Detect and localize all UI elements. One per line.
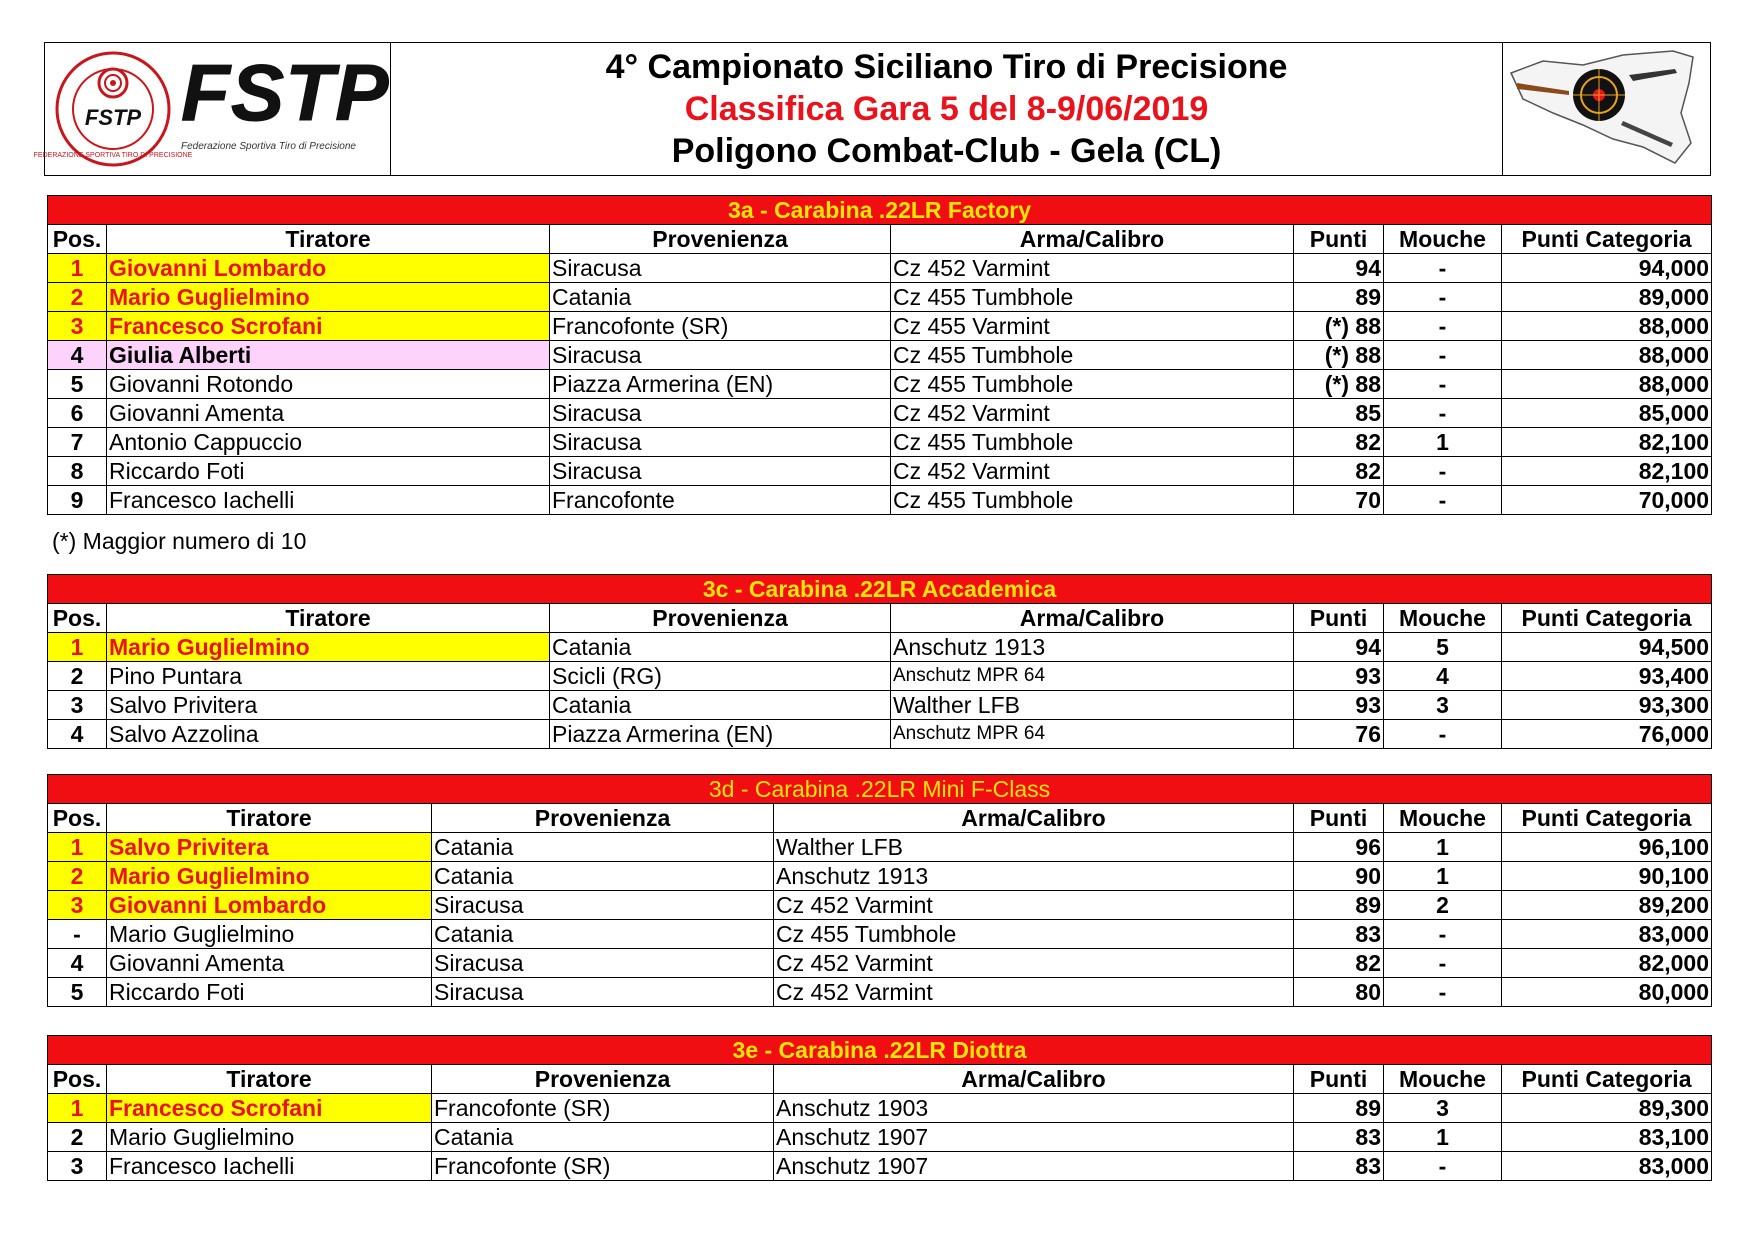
page-header [33,42,1711,176]
col-points: Punti [1294,1065,1384,1094]
cell-pos: 4 [48,341,107,370]
cell-weapon: Cz 455 Tumbhole [891,428,1294,457]
cell-weapon: Cz 452 Varmint [774,891,1294,920]
cell-origin: Francofonte (SR) [432,1094,774,1123]
cell-shooter: Giovanni Amenta [107,949,432,978]
cell-category-points: 94,500 [1502,633,1712,662]
cell-origin: Siracusa [550,457,891,486]
cell-weapon: Cz 452 Varmint [774,978,1294,1007]
cell-pos: 2 [48,283,107,312]
cell-weapon: Anschutz 1907 [774,1152,1294,1181]
cell-origin: Catania [432,1123,774,1152]
cell-origin: Siracusa [432,891,774,920]
cell-mouche: - [1384,370,1502,399]
cell-weapon: Anschutz 1913 [891,633,1294,662]
cell-weapon: Anschutz 1913 [774,862,1294,891]
sicily-map-icon [1503,43,1703,171]
cell-origin: Siracusa [550,428,891,457]
cell-weapon: Anschutz MPR 64 [891,662,1294,691]
cell-category-points: 96,100 [1502,833,1712,862]
cell-mouche: - [1384,341,1502,370]
cell-mouche: 1 [1384,833,1502,862]
cell-origin: Catania [432,833,774,862]
cell-pos: 8 [48,457,107,486]
cell-pos: 4 [48,720,107,749]
cell-pos: 6 [48,399,107,428]
table-row [48,254,1712,283]
cell-origin: Siracusa [550,341,891,370]
col-pos: Pos. [48,1065,107,1094]
cell-category-points: 89,000 [1502,283,1712,312]
cell-weapon: Anschutz MPR 64 [891,720,1294,749]
table-row [48,662,1712,691]
col-category-points: Punti Categoria [1502,604,1712,633]
cell-shooter: Riccardo Foti [107,978,432,1007]
cell-pos: 4 [48,949,107,978]
cell-points: 83 [1294,1152,1384,1181]
logo-caption: Federazione Sportiva Tiro di Precisione [181,141,356,152]
cell-category-points: 82,100 [1502,428,1712,457]
sicily-map-logo [1502,43,1710,175]
cell-mouche: - [1384,978,1502,1007]
cell-pos: 1 [48,254,107,283]
cell-origin: Catania [432,862,774,891]
cell-weapon: Cz 455 Tumbhole [891,370,1294,399]
table-row [48,341,1712,370]
cell-points: 90 [1294,862,1384,891]
cell-points: 93 [1294,691,1384,720]
category-title: 3d - Carabina .22LR Mini F-Class [48,775,1712,804]
cell-points: (*) 88 [1294,341,1384,370]
col-points: Punti [1294,225,1384,254]
category-header [48,1036,1712,1065]
cell-points: 89 [1294,1094,1384,1123]
cell-origin: Piazza Armerina (EN) [550,370,891,399]
table-row [48,312,1712,341]
col-points: Punti [1294,804,1384,833]
cell-category-points: 83,000 [1502,920,1712,949]
col-origin: Provenienza [550,604,891,633]
federation-seal-icon [33,49,193,169]
cell-category-points: 85,000 [1502,399,1712,428]
cell-weapon: Anschutz 1903 [774,1094,1294,1123]
seal-ring-text: FEDERAZIONE SPORTIVA TIRO DI PRECISIONE [33,152,193,159]
cell-shooter: Antonio Cappuccio [107,428,550,457]
col-weapon: Arma/Calibro [891,604,1294,633]
table-row [48,691,1712,720]
category-header [48,775,1712,804]
cell-shooter: Mario Guglielmino [107,633,550,662]
cell-points: 94 [1294,254,1384,283]
cell-mouche: 1 [1384,862,1502,891]
cell-origin: Scicli (RG) [550,662,891,691]
cell-category-points: 88,000 [1502,312,1712,341]
cell-origin: Siracusa [432,949,774,978]
cell-mouche: - [1384,720,1502,749]
cell-pos: 1 [48,833,107,862]
table-3d-mini-f-class [47,774,1712,1007]
cell-points: 89 [1294,891,1384,920]
cell-category-points: 89,300 [1502,1094,1712,1123]
column-header-row [48,604,1712,633]
cell-weapon: Cz 455 Varmint [891,312,1294,341]
col-points: Punti [1294,604,1384,633]
cell-mouche: - [1384,283,1502,312]
cell-weapon: Cz 452 Varmint [774,949,1294,978]
cell-pos: 2 [48,862,107,891]
cell-pos: 2 [48,662,107,691]
cell-points: 85 [1294,399,1384,428]
col-shooter: Tiratore [107,604,550,633]
cell-origin: Francofonte (SR) [432,1152,774,1181]
cell-points: 82 [1294,457,1384,486]
cell-pos: 3 [48,1152,107,1181]
table-row [48,1094,1712,1123]
cell-shooter: Giovanni Amenta [107,399,550,428]
venue-title: Poligono Combat-Club - Gela (CL) [671,132,1222,170]
cell-mouche: - [1384,486,1502,515]
cell-origin: Francofonte (SR) [550,312,891,341]
cell-mouche: - [1384,457,1502,486]
cell-points: 96 [1294,833,1384,862]
cell-weapon: Cz 455 Tumbhole [891,341,1294,370]
cell-shooter: Francesco Scrofani [107,1094,432,1123]
cell-shooter: Salvo Privitera [107,833,432,862]
page-title: 4° Campionato Siciliano Tiro di Precisione [605,48,1288,86]
cell-points: 82 [1294,949,1384,978]
col-pos: Pos. [48,804,107,833]
cell-mouche: - [1384,254,1502,283]
cell-weapon: Cz 455 Tumbhole [774,920,1294,949]
cell-points: 76 [1294,720,1384,749]
cell-mouche: - [1384,312,1502,341]
cell-category-points: 88,000 [1502,370,1712,399]
cell-category-points: 94,000 [1502,254,1712,283]
cell-mouche: 4 [1384,662,1502,691]
cell-shooter: Mario Guglielmino [107,283,550,312]
seal-word: FSTP [84,105,142,130]
col-origin: Provenienza [432,1065,774,1094]
cell-category-points: 93,300 [1502,691,1712,720]
cell-weapon: Cz 455 Tumbhole [891,283,1294,312]
page-subtitle: Classifica Gara 5 del 8-9/06/2019 [684,90,1209,128]
cell-shooter: Mario Guglielmino [107,1123,432,1152]
cell-pos: 5 [48,370,107,399]
cell-pos: 9 [48,486,107,515]
col-mouche: Mouche [1384,225,1502,254]
column-header-row [48,225,1712,254]
cell-origin: Siracusa [550,399,891,428]
category-title: 3e - Carabina .22LR Diottra [48,1036,1712,1065]
cell-origin: Siracusa [432,978,774,1007]
cell-mouche: 1 [1384,428,1502,457]
table-row [48,720,1712,749]
cell-shooter: Pino Puntara [107,662,550,691]
cell-points: 93 [1294,662,1384,691]
cell-pos: 2 [48,1123,107,1152]
cell-weapon: Cz 452 Varmint [891,254,1294,283]
col-category-points: Punti Categoria [1502,1065,1712,1094]
col-weapon: Arma/Calibro [774,804,1294,833]
col-category-points: Punti Categoria [1502,225,1712,254]
table-row [48,920,1712,949]
cell-origin: Catania [550,283,891,312]
col-mouche: Mouche [1384,1065,1502,1094]
col-origin: Provenienza [550,225,891,254]
table-row [48,1152,1712,1181]
col-mouche: Mouche [1384,604,1502,633]
cell-shooter: Mario Guglielmino [107,862,432,891]
category-header [48,196,1712,225]
cell-weapon: Cz 452 Varmint [891,457,1294,486]
cell-origin: Catania [432,920,774,949]
col-weapon: Arma/Calibro [891,225,1294,254]
table-row [48,283,1712,312]
col-pos: Pos. [48,604,107,633]
cell-shooter: Francesco Iachelli [107,1152,432,1181]
cell-weapon: Cz 452 Varmint [891,399,1294,428]
cell-mouche: - [1384,920,1502,949]
cell-shooter: Giulia Alberti [107,341,550,370]
cell-weapon: Walther LFB [891,691,1294,720]
cell-shooter: Giovanni Rotondo [107,370,550,399]
cell-shooter: Francesco Iachelli [107,486,550,515]
cell-pos: 3 [48,891,107,920]
col-category-points: Punti Categoria [1502,804,1712,833]
table-row [48,428,1712,457]
table-row [48,370,1712,399]
cell-category-points: 82,100 [1502,457,1712,486]
cell-shooter: Mario Guglielmino [107,920,432,949]
table-row [48,1123,1712,1152]
table-row [48,833,1712,862]
table-row [48,457,1712,486]
cell-category-points: 83,100 [1502,1123,1712,1152]
cell-pos: 5 [48,978,107,1007]
cell-origin: Piazza Armerina (EN) [550,720,891,749]
table-3c-accademica [47,574,1712,749]
table-row [48,633,1712,662]
cell-mouche: 3 [1384,1094,1502,1123]
cell-category-points: 76,000 [1502,720,1712,749]
cell-category-points: 88,000 [1502,341,1712,370]
table-3e-diottra [47,1035,1712,1181]
footnote: (*) Maggior numero di 10 [52,528,307,554]
table-row [48,486,1712,515]
cell-mouche: 3 [1384,691,1502,720]
cell-category-points: 83,000 [1502,1152,1712,1181]
cell-pos: - [48,920,107,949]
cell-category-points: 89,200 [1502,891,1712,920]
col-pos: Pos. [48,225,107,254]
table-row [48,978,1712,1007]
cell-mouche: - [1384,399,1502,428]
cell-category-points: 70,000 [1502,486,1712,515]
cell-pos: 1 [48,633,107,662]
cell-shooter: Francesco Scrofani [107,312,550,341]
cell-mouche: 1 [1384,1123,1502,1152]
cell-points: 70 [1294,486,1384,515]
cell-origin: Catania [550,633,891,662]
cell-points: (*) 88 [1294,312,1384,341]
cell-points: (*) 88 [1294,370,1384,399]
col-origin: Provenienza [432,804,774,833]
cell-shooter: Giovanni Lombardo [107,891,432,920]
cell-pos: 3 [48,312,107,341]
table-row [48,399,1712,428]
table-row [48,949,1712,978]
cell-pos: 1 [48,1094,107,1123]
cell-category-points: 80,000 [1502,978,1712,1007]
cell-category-points: 82,000 [1502,949,1712,978]
table-row [48,891,1712,920]
cell-shooter: Salvo Azzolina [107,720,550,749]
cell-origin: Catania [550,691,891,720]
cell-weapon: Cz 455 Tumbhole [891,486,1294,515]
cell-weapon: Anschutz 1907 [774,1123,1294,1152]
table-row [48,862,1712,891]
cell-shooter: Riccardo Foti [107,457,550,486]
cell-points: 89 [1294,283,1384,312]
cell-origin: Siracusa [550,254,891,283]
cell-points: 82 [1294,428,1384,457]
cell-weapon: Walther LFB [774,833,1294,862]
cell-points: 94 [1294,633,1384,662]
col-mouche: Mouche [1384,804,1502,833]
col-shooter: Tiratore [107,1065,432,1094]
cell-points: 80 [1294,978,1384,1007]
cell-mouche: - [1384,1152,1502,1181]
column-header-row [48,1065,1712,1094]
cell-mouche: - [1384,949,1502,978]
cell-category-points: 93,400 [1502,662,1712,691]
column-header-row [48,804,1712,833]
col-shooter: Tiratore [107,804,432,833]
category-header [48,575,1712,604]
cell-origin: Francofonte [550,486,891,515]
cell-pos: 3 [48,691,107,720]
category-title: 3a - Carabina .22LR Factory [48,196,1712,225]
col-weapon: Arma/Calibro [774,1065,1294,1094]
cell-points: 83 [1294,1123,1384,1152]
header-titles [391,43,1502,175]
table-3a-factory [47,195,1712,515]
cell-mouche: 2 [1384,891,1502,920]
cell-pos: 7 [48,428,107,457]
col-shooter: Tiratore [107,225,550,254]
cell-shooter: Salvo Privitera [107,691,550,720]
cell-shooter: Giovanni Lombardo [107,254,550,283]
cell-points: 83 [1294,920,1384,949]
category-title: 3c - Carabina .22LR Accademica [48,575,1712,604]
fstp-logo [33,43,391,175]
cell-mouche: 5 [1384,633,1502,662]
cell-category-points: 90,100 [1502,862,1712,891]
logo-wordmark: FSTP [181,48,390,137]
